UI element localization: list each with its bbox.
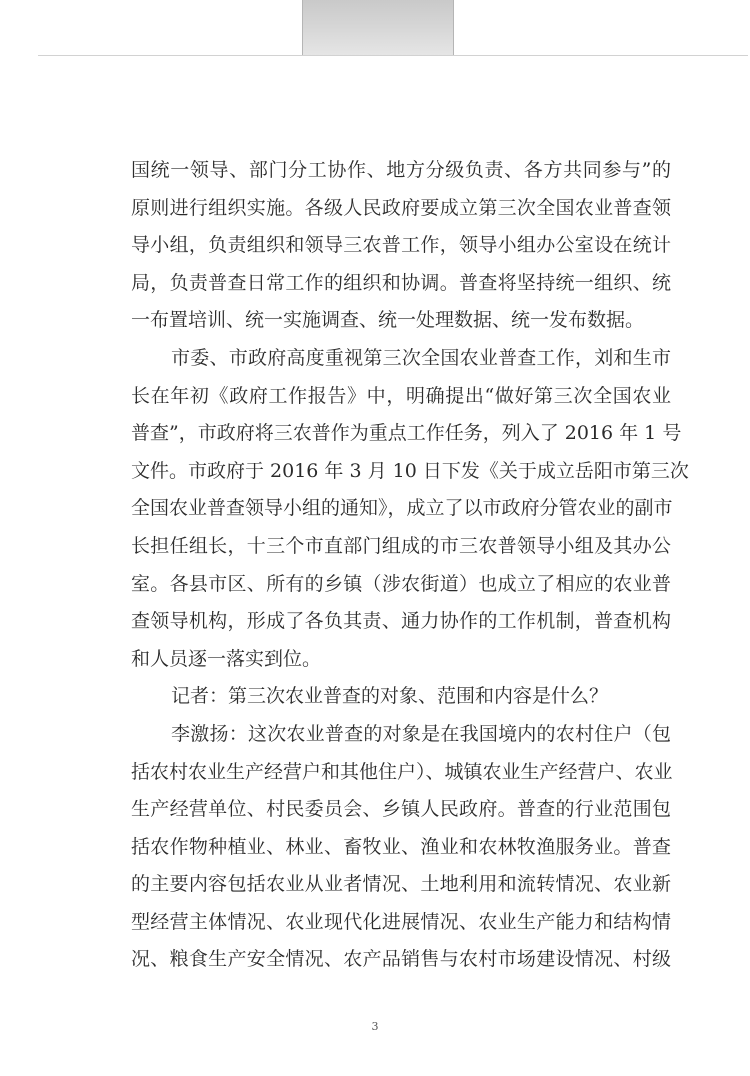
text-line: 文件。市政府于 2016 年 3 月 10 日下发《关于成立岳阳市第三次 bbox=[131, 459, 689, 482]
text-line: 况、粮食生产安全情况、农产品销售与农村市场建设情况、村级 bbox=[131, 948, 671, 971]
text-line: 长在年初《政府工作报告》中，明确提出“做好第三次全国农业 bbox=[131, 384, 671, 407]
text-line: 长担任组长，十三个市直部门组成的市三农普领导小组及其办公 bbox=[131, 534, 671, 557]
header-rule bbox=[38, 55, 748, 56]
text-line: 生产经营单位、村民委员会、乡镇人民政府。普查的行业范围包 bbox=[131, 798, 671, 821]
text-line: 括农作物种植业、林业、畜牧业、渔业和农林牧渔服务业。普查 bbox=[131, 835, 671, 858]
text-line: 市委、市政府高度重视第三次全国农业普查工作，刘和生市 bbox=[171, 346, 671, 369]
text-line: 和人员逐一落实到位。 bbox=[131, 647, 322, 670]
text-line: 李激扬：这次农业普查的对象是在我国境内的农村住户（包 bbox=[171, 722, 671, 745]
text-line: 括农村农业生产经营户和其他住户）、城镇农业生产经营户、农业 bbox=[131, 760, 673, 783]
text-line: 国统一领导、部门分工协作、地方分级负责、各方共同参与”的 bbox=[131, 159, 671, 181]
text-line: 型经营主体情况、农业现代化进展情况、农业生产能力和结构情 bbox=[131, 910, 671, 933]
interview-question: 记者：第三次农业普查的对象、范围和内容是什么？ bbox=[171, 685, 609, 708]
text-line: 普查”，市政府将三农普作为重点工作任务，列入了 2016 年 1 号 bbox=[131, 422, 682, 445]
text-line: 查领导机构，形成了各负其责、通力协作的工作机制，普查机构 bbox=[131, 610, 671, 633]
text-line: 室。各县市区、所有的乡镇（涉农街道）也成立了相应的农业普 bbox=[131, 572, 671, 595]
page-number: 3 bbox=[371, 1020, 379, 1033]
text-line: 全国农业普查领导小组的通知》，成立了以市政府分管农业的副市 bbox=[131, 497, 673, 520]
document-body bbox=[131, 152, 689, 979]
text-line: 导小组，负责组织和领导三农普工作，领导小组办公室设在统计 bbox=[131, 234, 671, 257]
scan-header-mark bbox=[302, 0, 454, 56]
text-line: 原则进行组织实施。各级人民政府要成立第三次全国农业普查领 bbox=[131, 196, 671, 219]
text-line: 一布置培训、统一实施调查、统一处理数据、统一发布数据。 bbox=[131, 309, 645, 332]
text-line: 局，负责普查日常工作的组织和协调。普查将坚持统一组织、统 bbox=[131, 271, 671, 294]
text-line: 的主要内容包括农业从业者情况、土地利用和流转情况、农业新 bbox=[131, 873, 671, 896]
